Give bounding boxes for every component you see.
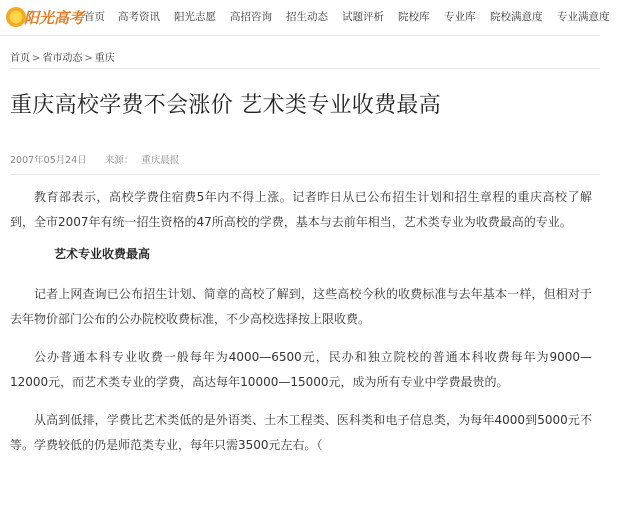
breadcrumb-home[interactable]: 首页: [10, 53, 30, 64]
main-nav: [84, 0, 624, 35]
nav-item-exam-review[interactable]: 试题评析: [342, 11, 384, 23]
article-paragraph: 公办普通本科专业收费一般每年为4000—6500元，民办和独立院校的普通本科收费每年为9000—12000元，而艺术类专业的学费，高达每年10000—15000元，成为所有专业中学费最贵的。: [10, 350, 592, 389]
site-logo-text: 阳光高考: [24, 9, 85, 27]
article-subheading: 艺术专业收费最高: [54, 247, 151, 261]
nav-item-major-db[interactable]: 专业库: [444, 11, 476, 23]
nav-item-gaokao-news[interactable]: 高考资讯: [118, 11, 160, 23]
nav-item-sunshine-volunteer[interactable]: 阳光志愿: [174, 11, 216, 23]
site-logo[interactable]: [6, 5, 85, 29]
nav-item-home[interactable]: 首页: [84, 11, 105, 23]
article-paragraph: 教育部表示，高校学费住宿费5年内不得上涨。记者昨日从已公布招生计划和招生章程的重庆高校了解到，全市2007年有统一招生资格的47所高校的学费，基本与去前年相当，艺术类专业为收费最高的专业。: [10, 190, 592, 229]
article-meta: [10, 152, 179, 166]
nav-item-college-satisfaction[interactable]: 院校满意度: [490, 11, 543, 23]
breadcrumb-separator: >: [84, 53, 93, 64]
nav-item-college-db[interactable]: 院校库: [398, 11, 430, 23]
nav-item-major-satisfaction[interactable]: 专业满意度: [557, 11, 610, 23]
source-label: 来源：: [104, 155, 134, 166]
article-body: [10, 185, 592, 471]
breadcrumb-province-news[interactable]: 省市动态: [42, 53, 83, 64]
page-title: 重庆高校学费不会涨价 艺术类专业收费最高: [10, 93, 441, 118]
article-paragraph: 记者上网查询已公布招生计划、简章的高校了解到，这些高校今秋的收费标准与去年基本一样，但相对于去年物价部门公布的公办院校收费标准，不少高校选择按上限收费。: [10, 287, 592, 326]
source-name: 重庆晨报: [141, 155, 180, 166]
meta-divider: [10, 174, 600, 175]
nav-item-admission-news[interactable]: 招生动态: [286, 11, 328, 23]
publish-date: 2007年05月24日: [10, 155, 87, 166]
breadcrumb-chongqing[interactable]: 重庆: [94, 53, 115, 64]
nav-item-admission-consult[interactable]: 高招咨询: [230, 11, 272, 23]
sun-logo-icon: [6, 7, 26, 27]
top-navigation-bar: [0, 0, 610, 36]
breadcrumb-divider: [10, 68, 600, 69]
article-paragraph: 从高到低排，学费比艺术类低的是外语类、土木工程类、医科类和电子信息类，为每年4000到5000元不等。学费较低的仍是师范类专业，每年只需3500元左右。（: [10, 413, 592, 452]
breadcrumb: [10, 49, 115, 64]
breadcrumb-separator: >: [32, 53, 41, 64]
